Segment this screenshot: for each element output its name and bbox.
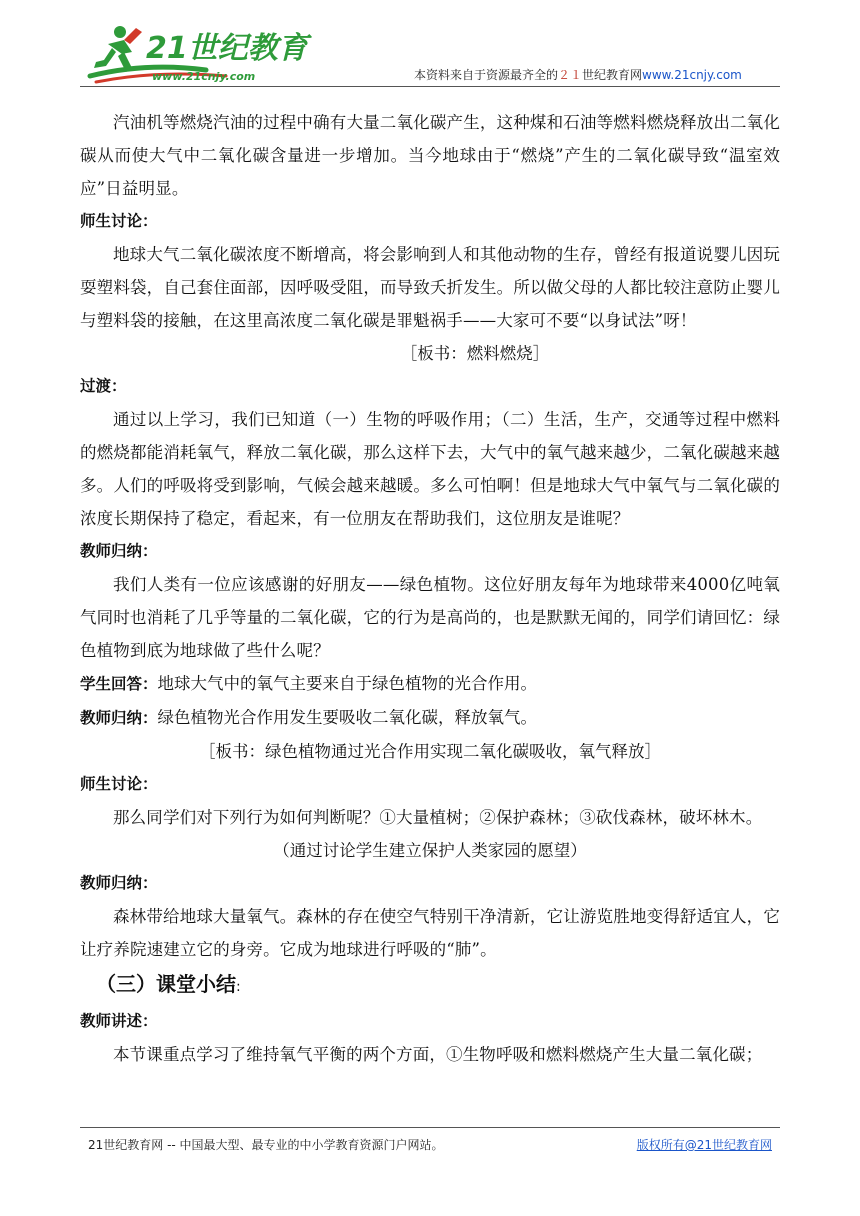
copyright-link[interactable]: 版权所有@21世纪教育网 — [636, 1138, 772, 1152]
student-answer: 地球大气中的氧气主要来自于绿色植物的光合作用。 — [157, 674, 538, 693]
teacher-summary: 绿色植物光合作用发生要吸收二氧化碳，释放氧气。 — [157, 708, 538, 727]
paragraph: 汽油机等燃烧汽油的过程中确有大量二氧化碳产生，这种煤和石油等燃料燃烧释放出二氧化碳从而使大气中二氧化碳含量进一步增加。当今地球由于“燃烧”产生的二氧化碳导致“温室效应”日益明显。 — [80, 113, 780, 198]
paragraph: 我们人类有一位应该感谢的好朋友——绿色植物。这位好朋友每年为地球带来4000亿吨氧气同时也消耗了几乎等量的二氧化碳，它的行为是高尚的，也是默默无闻的，同学们请回忆：绿色植物到底为地球做了些什么呢？ — [80, 575, 780, 660]
board-note: ［板书：燃料燃烧］ — [400, 344, 550, 363]
section-label: 师生讨论： — [80, 775, 158, 793]
section-label: 教师讲述： — [80, 1012, 158, 1030]
paragraph: 通过以上学习，我们已知道（一）生物的呼吸作用；（二）生活，生产，交通等过程中燃料的燃烧都能消耗氧气，释放二氧化碳，那么这样下去，大气中的氧气越来越少，二氧化碳越来越多。人们的呼吸将受到影响，气候会越来越暖。多么可怕啊！但是地球大气中氧气与二氧化碳的浓度长期保持了稳定，看起来，有一位朋友在帮助我们，这位朋友是谁呢？ — [80, 410, 780, 528]
section-heading — [80, 966, 780, 1005]
site-logo — [86, 18, 316, 88]
logo-url: www.21cnjy.com — [152, 70, 256, 83]
header-note — [414, 66, 742, 83]
header-note-url[interactable]: www.21cnjy.com — [642, 68, 742, 82]
section-heading-text: （三）课堂小结 — [96, 972, 236, 996]
paragraph: 森林带给地球大量氧气。森林的存在使空气特别干净清新，它让游览胜地变得舒适宜人，它让疗养院速建立它的身旁。它成为地球进行呼吸的“肺”。 — [80, 907, 780, 959]
section-heading-colon: : — [236, 979, 241, 995]
teacher-summary-line — [80, 701, 780, 735]
header-divider — [80, 86, 780, 87]
section-label: 教师归纳： — [80, 709, 158, 727]
board-note: ［板书：绿色植物通过光合作用实现二氧化碳吸收，氧气释放］ — [199, 742, 661, 761]
section-label: 教师归纳： — [80, 542, 158, 560]
section-label: 师生讨论： — [80, 212, 158, 230]
document-body — [80, 106, 780, 1071]
header-note-prefix: 本资料来自于资源最齐全的 — [414, 68, 559, 82]
section-label: 学生回答： — [80, 675, 158, 693]
paragraph: 那么同学们对下列行为如何判断呢？①大量植树；②保护森林；③砍伐森林，破坏林木。 — [113, 808, 763, 827]
logo-text: 21世纪教育 — [146, 31, 308, 66]
student-answer-line — [80, 667, 780, 701]
discussion-note: （通过讨论学生建立保护人类家园的愿望） — [273, 841, 587, 860]
header-note-number: ２１ — [558, 68, 583, 82]
section-label: 教师归纳： — [80, 874, 158, 892]
paragraph: 本节课重点学习了维持氧气平衡的两个方面，①生物呼吸和燃料燃烧产生大量二氧化碳； — [113, 1045, 763, 1064]
footer-divider — [80, 1127, 780, 1128]
header-note-site: 世纪教育网 — [582, 68, 643, 82]
footer-text: 21世纪教育网 -- 中国最大型、最专业的中小学教育资源门户网站。 — [88, 1138, 444, 1152]
page-header — [0, 0, 860, 90]
section-label: 过渡： — [80, 377, 127, 395]
paragraph: 地球大气二氧化碳浓度不断增高，将会影响到人和其他动物的生存，曾经有报道说婴儿因玩耍塑料袋，自己套住面部，因呼吸受阻，而导致夭折发生。所以做父母的人都比较注意防止婴儿与塑料袋的接触，在这里高浓度二氧化碳是罪魁祸手——大家可不要“以身试法”呀！ — [80, 245, 780, 330]
